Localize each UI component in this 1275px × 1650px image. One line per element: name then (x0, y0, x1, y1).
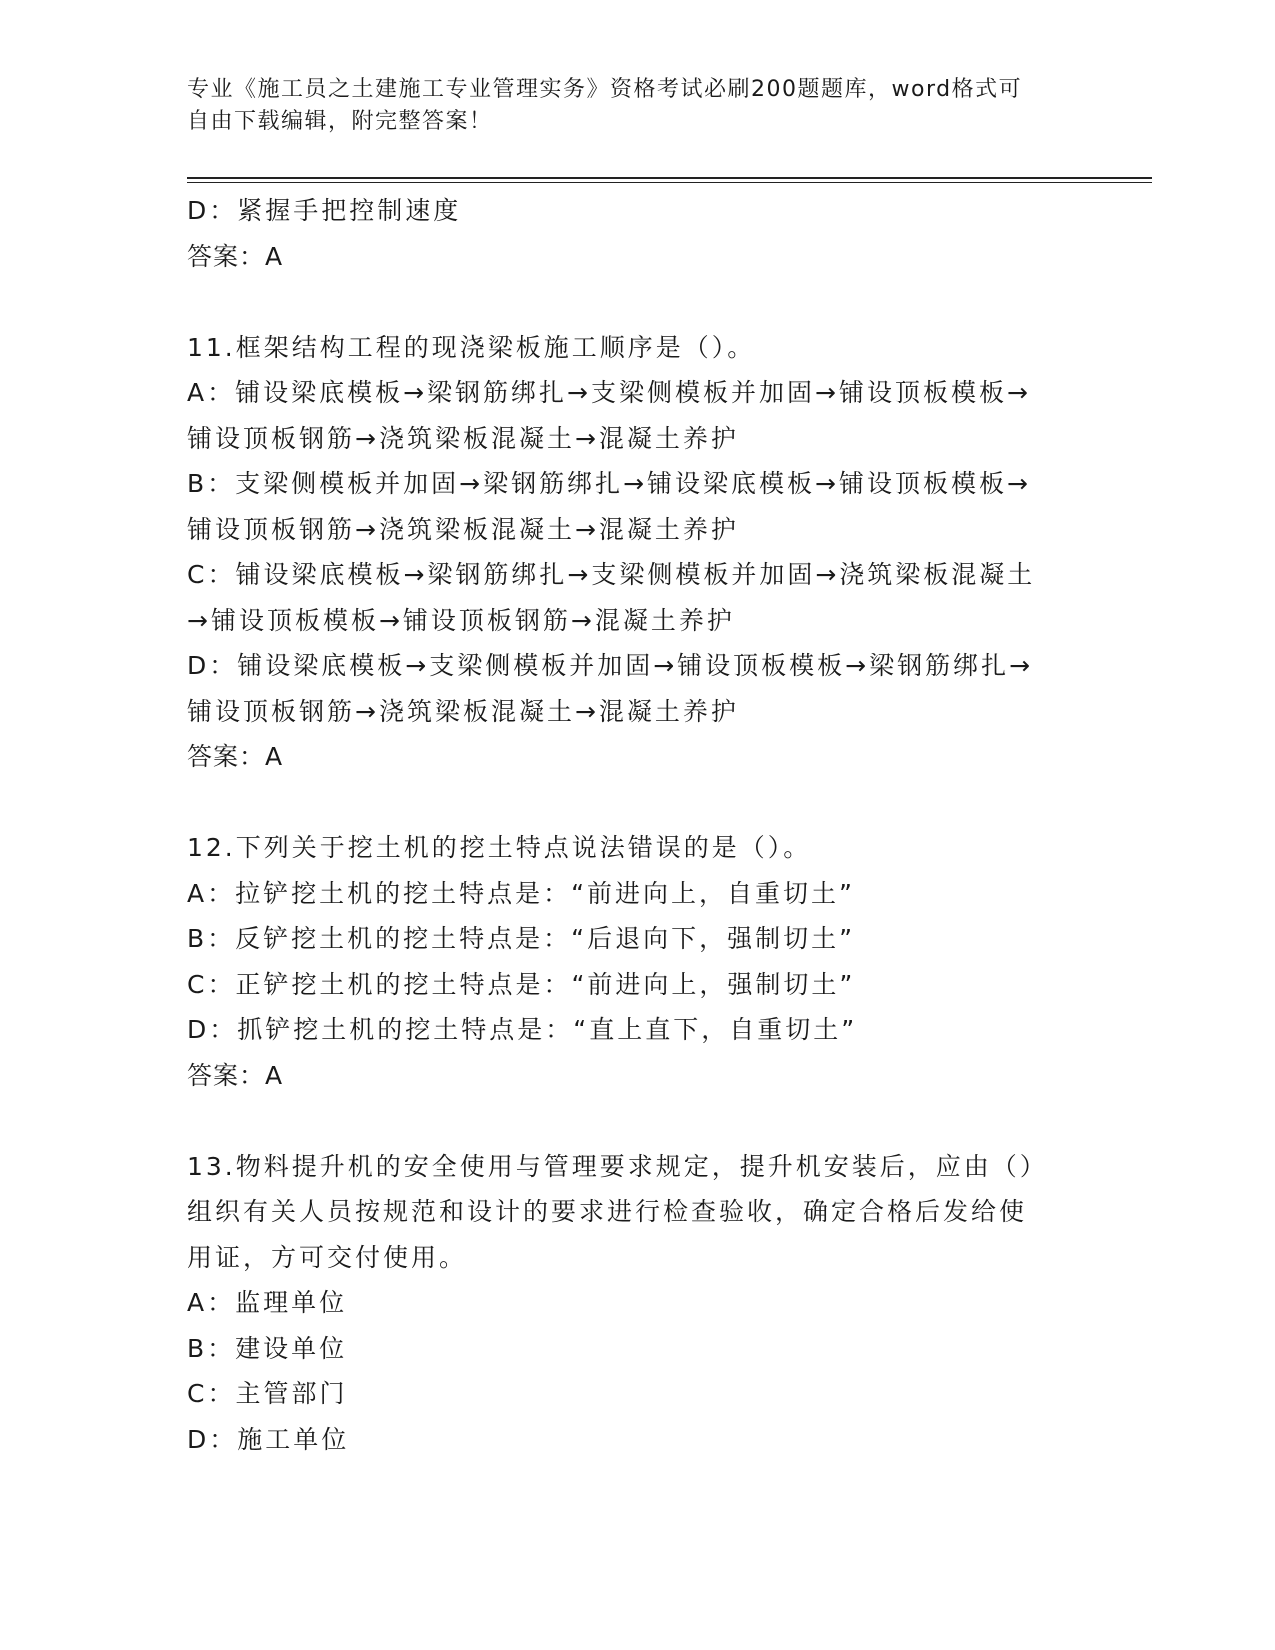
option-b: B：反铲挖土机的挖土特点是：“后退向下，强制切土” (187, 924, 856, 953)
question-stem: 13.物料提升机的安全使用与管理要求规定，提升机安装后，应由（） (187, 1151, 1048, 1181)
option-a-cont: 铺设顶板钢筋→浇筑梁板混凝土→混凝土养护 (187, 423, 739, 453)
option-c: C：铺设梁底模板→梁钢筋绑扎→支梁侧模板并加固→浇筑梁板混凝土 (187, 560, 1036, 589)
option-b: B：支梁侧模板并加固→梁钢筋绑扎→铺设梁底模板→铺设顶板模板→ (187, 469, 1031, 498)
option-d: D：抓铲挖土机的挖土特点是：“直上直下，自重切土” (187, 1015, 858, 1044)
option-c: C：正铲挖土机的挖土特点是：“前进向上，强制切土” (187, 969, 856, 999)
option-b: B：建设单位 (187, 1333, 348, 1363)
question-stem: 12.下列关于挖土机的挖土特点说法错误的是（）。 (187, 833, 812, 862)
question-13 (187, 1144, 1082, 1463)
option-b-cont: 铺设顶板钢筋→浇筑梁板混凝土→混凝土养护 (187, 514, 739, 544)
option-c: C：主管部门 (187, 1379, 348, 1408)
question-11 (187, 325, 1082, 780)
option-d: D：铺设梁底模板→支梁侧模板并加固→铺设顶板模板→梁钢筋绑扎→ (187, 651, 1034, 680)
header-line-1: 专业《施工员之土建施工专业管理实务》资格考试必刷200题题库，word格式可 (187, 77, 1023, 102)
answer-line: 答案：A (187, 742, 284, 771)
option-c-cont: →铺设顶板模板→铺设顶板钢筋→混凝土养护 (187, 605, 735, 635)
question-stem-cont: 用证，方可交付使用。 (187, 1242, 468, 1272)
option-d: D：施工单位 (187, 1424, 350, 1454)
question-stem: 11.框架结构工程的现浇梁板施工顺序是（）。 (187, 332, 756, 362)
option-d-cont: 铺设顶板钢筋→浇筑梁板混凝土→混凝土养护 (187, 696, 739, 726)
document-header (187, 74, 1067, 138)
previous-question-tail (187, 188, 1082, 279)
option-a: A：拉铲挖土机的挖土特点是：“前进向上，自重切土” (187, 878, 856, 908)
header-divider-thin (187, 182, 1152, 183)
answer-line: 答案：A (187, 241, 284, 271)
option-d: D：紧握手把控制速度 (187, 196, 462, 225)
question-content (187, 188, 1082, 1462)
header-divider-thick (187, 177, 1152, 179)
header-line-2: 自由下载编辑，附完整答案！ (187, 109, 493, 134)
question-stem-cont: 组织有关人员按规范和设计的要求进行检查验收，确定合格后发给使 (187, 1197, 1028, 1226)
option-a: A：铺设梁底模板→梁钢筋绑扎→支梁侧模板并加固→铺设顶板模板→ (187, 378, 1031, 407)
answer-line: 答案：A (187, 1060, 284, 1090)
question-12 (187, 825, 1082, 1098)
option-a: A：监理单位 (187, 1288, 348, 1317)
